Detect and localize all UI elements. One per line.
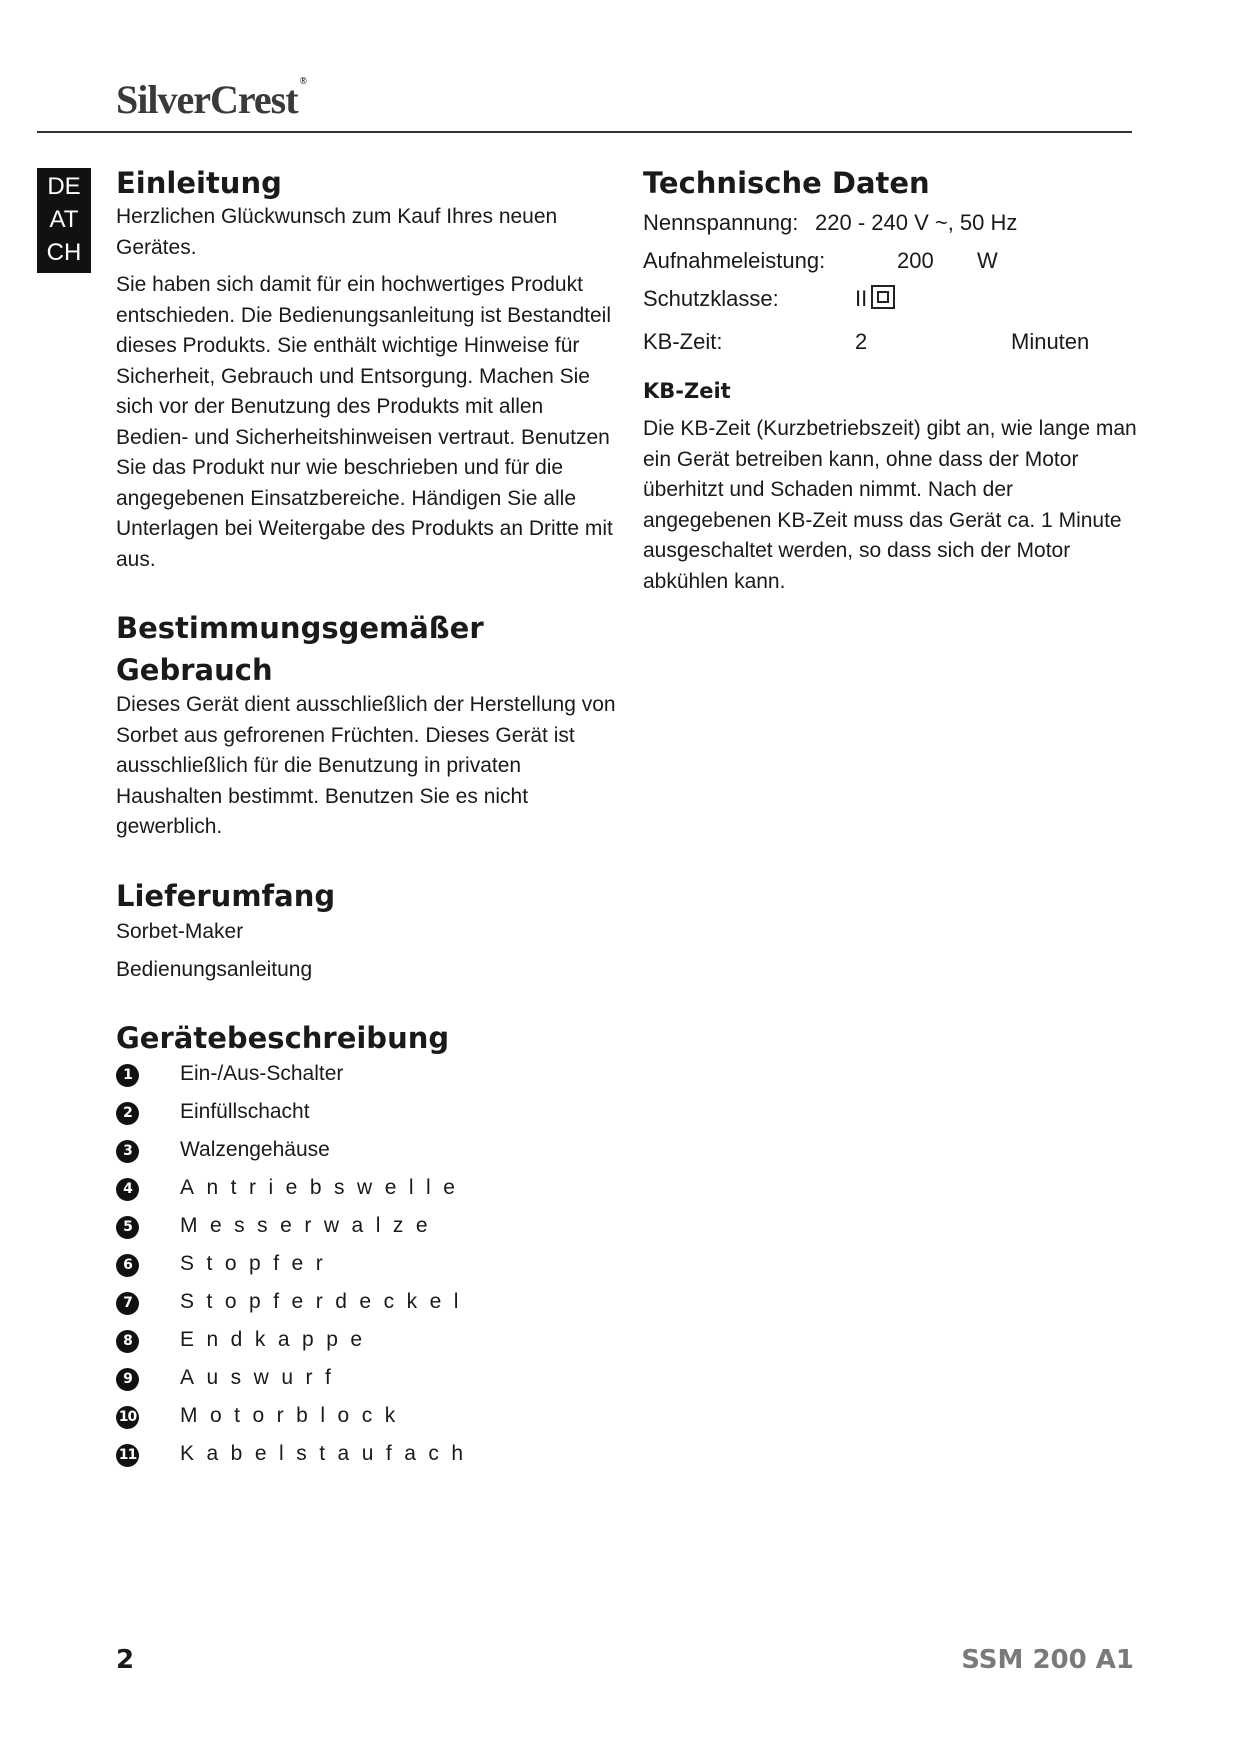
- usage-heading-line2: Gebrauch: [116, 653, 273, 687]
- list-item: [116, 1397, 616, 1435]
- brand-name: SilverCrest: [116, 77, 298, 122]
- part-label: Stopfer: [180, 1251, 336, 1275]
- list-item: [116, 1321, 616, 1359]
- list-item: [116, 1055, 616, 1093]
- part-label: Einfüllschacht: [180, 1099, 310, 1123]
- part-number-badge: 6: [116, 1254, 139, 1277]
- lang-at: AT: [49, 206, 79, 233]
- usage-paragraph: Dieses Gerät dient ausschließlich der Herstellung von Sorbet aus gefrorenen Früchten. Dieses Gerät ist ausschließlich für die Benutzung in privaten Haushalten bestimmt. Benutzen Sie es nicht gewerblich.: [116, 693, 616, 838]
- part-number-badge: 10: [116, 1406, 139, 1429]
- tech-row-voltage: [643, 204, 1143, 242]
- left-column: [116, 162, 616, 1474]
- part-label: Messerwalze: [180, 1213, 441, 1237]
- list-item: [116, 1207, 616, 1245]
- part-label: Auswurf: [180, 1366, 344, 1390]
- tech-unit: Minuten: [1011, 329, 1090, 354]
- tech-value: [855, 280, 895, 318]
- scope-item-sorbet-maker: Sorbet-Maker: [116, 919, 244, 943]
- tech-label: KB-Zeit:: [643, 329, 723, 354]
- part-label: Antriebswelle: [180, 1175, 468, 1199]
- part-number-badge: 3: [116, 1140, 139, 1163]
- list-item: [116, 1245, 616, 1283]
- part-number-badge: 7: [116, 1292, 139, 1315]
- tech-row-protection: [643, 280, 1143, 318]
- list-item: [116, 1283, 616, 1321]
- scope-item-manual: Bedienungsanleitung: [116, 957, 313, 981]
- list-item: [116, 1435, 616, 1473]
- part-number-badge: 11: [116, 1444, 139, 1467]
- kb-paragraph: Die KB-Zeit (Kurzbetriebszeit) gibt an, wie lange man ein Gerät betreiben kann, ohne dass der Motor überhitzt und Schaden nimmt. Nach der angegebenen KB-Zeit muss das Gerät ca. 1 Minute ausgeschaltet werden, so dass sich der Motor abkühlen kann.: [643, 417, 1137, 593]
- part-label: Endkappe: [180, 1328, 375, 1352]
- tech-unit: W: [977, 248, 998, 273]
- tech-row-kb: [643, 318, 1143, 362]
- tech-label: Aufnahmeleistung:: [643, 248, 826, 273]
- usage-heading-line1: Bestimmungsgemäßer: [116, 611, 484, 645]
- intro-paragraph-1: Herzlichen Glückwunsch zum Kauf Ihres neuen Gerätes.: [116, 205, 558, 259]
- list-item: [116, 1169, 616, 1207]
- part-label: Walzengehäuse: [180, 1137, 330, 1161]
- tech-value: 2: [855, 329, 868, 354]
- part-label: Stopferdeckel: [180, 1290, 471, 1314]
- protection-class-value: II: [855, 286, 868, 311]
- list-item: [116, 1131, 616, 1169]
- tech-label: Nennspannung:: [643, 210, 799, 235]
- part-number-badge: 1: [116, 1064, 139, 1087]
- part-number-badge: 4: [116, 1178, 139, 1201]
- registered-mark: ®: [299, 76, 307, 87]
- part-number-badge: 8: [116, 1330, 139, 1353]
- model-number: SSM 200 A1: [961, 1645, 1134, 1675]
- brand-logo: [116, 76, 306, 123]
- part-label: Kabelstaufach: [180, 1442, 476, 1466]
- tech-value: 220 - 240 V ~, 50 Hz: [815, 210, 1018, 235]
- right-column: [643, 162, 1143, 597]
- description-heading: Gerätebeschreibung: [116, 1020, 450, 1055]
- list-item: [116, 1359, 616, 1397]
- part-number-badge: 2: [116, 1102, 139, 1125]
- tech-heading: Technische Daten: [643, 166, 930, 200]
- kb-heading: KB-Zeit: [643, 379, 731, 403]
- list-item: [116, 1093, 616, 1131]
- intro-heading: Einleitung: [116, 166, 282, 200]
- part-label: Ein-/Aus-Schalter: [180, 1061, 344, 1085]
- scope-heading: Lieferumfang: [116, 878, 336, 913]
- parts-list: [116, 1055, 616, 1474]
- header-rule: [37, 131, 1132, 133]
- page-number: 2: [116, 1645, 135, 1675]
- lang-de: DE: [47, 173, 81, 200]
- part-label: Motorblock: [180, 1404, 408, 1428]
- tech-label: Schutzklasse:: [643, 286, 779, 311]
- tech-row-power: [643, 242, 1143, 280]
- lang-ch: CH: [46, 239, 82, 266]
- part-number-badge: 5: [116, 1216, 139, 1239]
- protection-class-ii-icon: [871, 285, 895, 309]
- intro-paragraph-2: Sie haben sich damit für ein hochwertiges Produkt entschieden. Die Bedienungsanleitung ist Bestandteil dieses Produkts. Sie enthält wichtige Hinweise für Sicherheit, Gebrauch und Entsorgung. Machen Sie sich vor der Benutzung des Produkts mit allen Bedien- und Sicherheitshinweisen vertraut. Benutzen Sie das Produkt nur wie beschrieben und für die angegebenen Einsatzbereiche. Händigen Sie alle Unterlagen bei Weitergabe des Produkts an Dritte mit aus.: [116, 273, 613, 571]
- part-number-badge: 9: [116, 1368, 139, 1391]
- tech-value: 200: [897, 248, 934, 273]
- language-tab: [37, 168, 91, 273]
